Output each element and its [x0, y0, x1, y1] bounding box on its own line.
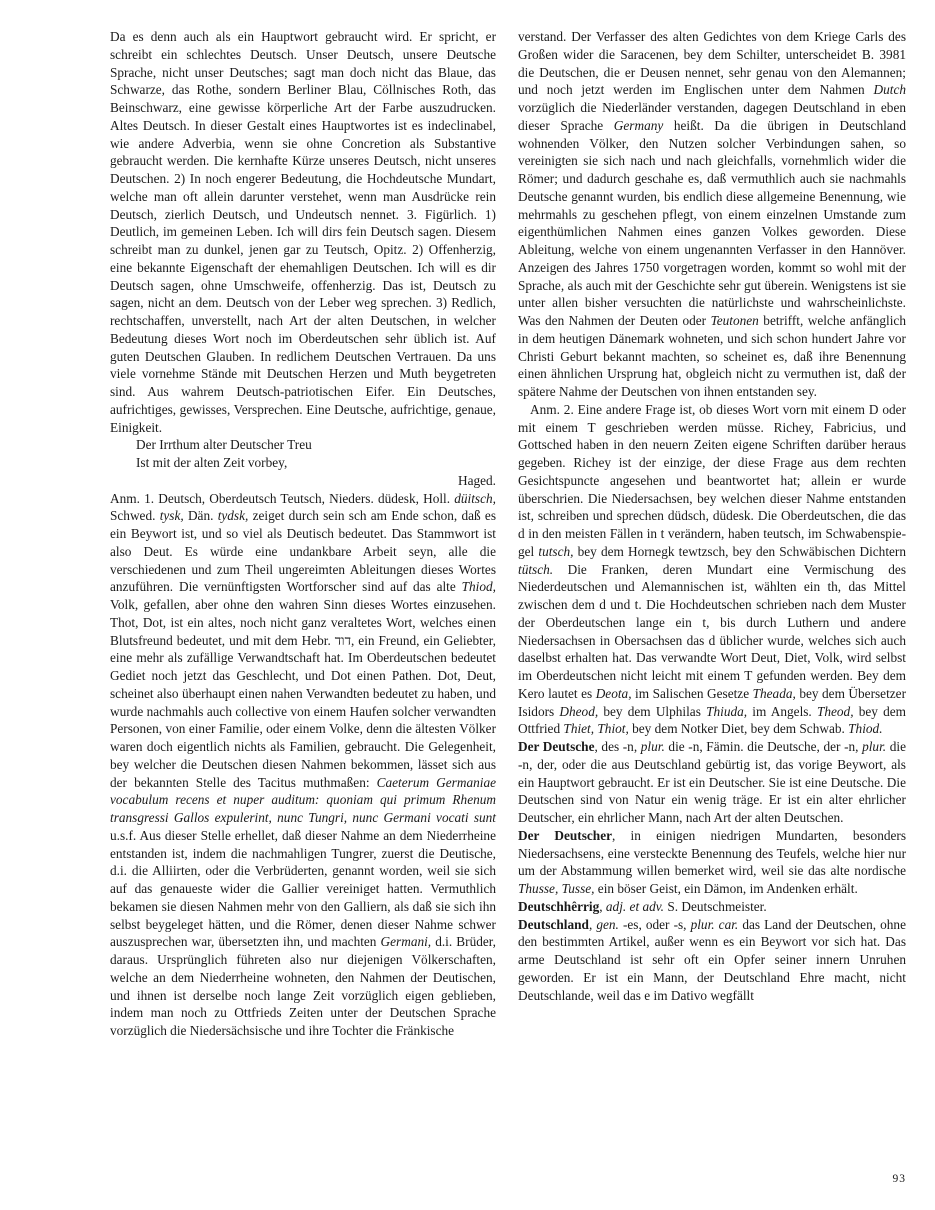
text-run: bey dem Ottfried — [518, 703, 906, 737]
italic-text: gen. — [596, 916, 619, 932]
paragraph-anm-2 — [518, 401, 906, 738]
entry-deutschherrig — [518, 898, 906, 916]
italic-text: tütsch. — [518, 561, 554, 577]
text-run: die -n, Fämin. die Deutsche, der -n, — [664, 739, 863, 754]
text-run: das Land der Deutschen, ohne den bestimmten Artikel, außer wenn es ein Beywort vor sich hat. Das arme Deutschland ist sehr oft ein Opfer seiner innern Unruhen geworden. Er ist ein Mann, der Deutschland Ehre macht, nicht Deutschlande, weil das e im Dativo wegfällt — [518, 916, 906, 1003]
text-run: bey dem Ulphilas — [598, 703, 707, 719]
italic-text: plur. — [862, 739, 887, 754]
italic-text: Germani, — [380, 934, 432, 950]
text-run: d.i. Brüder, daraus. Ursprünglich führeten also nur diejenigen Völkerschaften, welche an dem Niederrheine wohneten, den Nahmen der Deutischen, und ihnen ist derselbe noch lange Zeit vorzüglich eigen geblieben, indem man noch zu Ottfrieds Zeiten unter der Deutschen Sprache vorzüglich die Niedersächsische und ihre Tochter die Fränkische — [110, 934, 496, 1038]
headword: Deutschland — [518, 916, 589, 932]
italic-text: plur. — [640, 739, 665, 754]
text-run: Anm. 2. Eine andere Frage ist, ob dieses Wort vorn mit einem D oder mit einem T geschrieben werden müsse. Richey, Fabricius, und Gottsched haben in den neuern Zeiten eigene Schriften darüber heraus gegeben. Richey ist der einzige, der diese Frage aus dem rechten Gesichtspuncte angesehen und beantwortet hat; allein er wurde überschrien. Die Niedersachsen, bey welchen dieser Nahme entstanden ist, schreiben und sprechen düdsch, düdesk. Die Oberdeutschen, die das d in den meisten Fällen in t verändern, haben teutsch, im Schwabenspiegel — [518, 401, 906, 559]
italic-text: Germany — [613, 117, 664, 133]
text-run: bey dem Übersetzer Isidors — [518, 685, 907, 719]
text-run: , in einigen niedrigen Mundarten, besonders Niedersachsens, eine versteckte Benennung des Teufels, welche hier nur um der Abstammung willen bemerket wird, weil sie das alte nordische — [518, 827, 906, 879]
italic-text: Dheod, — [559, 703, 599, 719]
italic-text: Dutch — [873, 82, 906, 98]
italic-text: Thusse, Tusse, — [518, 881, 595, 896]
text-run: Dän. — [183, 508, 218, 524]
paragraph-anm-1-continued — [518, 28, 906, 401]
text-run: , — [599, 898, 606, 914]
italic-text: Thiuda, — [706, 703, 748, 719]
text-run: u.s.f. Aus dieser Stelle erhellet, daß dieser Nahme an dem Niederrheine entstanden ist, indem die nachmahligen Tungrer, zuerst die Deutische, d.i. die Alliirten, oder die Verbrüderten, genannt worden, weil sie sich auf das genaueste wider die Gallier vereiniget hatten. Vermuthlich bekamen sie diesen Nahmen mehr von den Galliern, als daß sie sich ihn selbst beygeleget hätten, und die Römer, denen dieser Nahme schwer auszusprechen war, übersetzten ihn, und machten — [110, 827, 496, 950]
italic-text: Thiod, — [461, 579, 496, 595]
text-run: Volk, gefallen, aber ohne den wahren Sinn dieses Wortes einzusehen. Thot, Dot, ist ein altes, noch nicht ganz veraltetes Wort, welches einen Blutsfreund bedeutet, und mit dem Hebr. דוד, ein Freund, ein Geliebter, eine mehr als zufällige Verwandtschaft hat. Im Oberdeutschen bedeutet Gediet noch jetzt das Geschlecht, und Dot einen Pathen. Dot, Deut, scheinet also überhaupt einen nahen Verwandten bedeutet zu haben, und wurde nachmahls auch collective von einem Haufen solcher verwandten Personen, von einer Familie, oder einem Volke, denn die ältesten Völker waren doch eigentlich nichts als Familien, gebraucht. Die Gelegenheit, bey welcher die Deutschen diesen Nahmen bekommen, lässet sich aus der bekannten Stelle des Tacitus muthmaßen: — [110, 597, 496, 790]
headword: Deutschhêrrig — [518, 898, 600, 914]
entry-der-deutscher — [518, 827, 906, 898]
verse-line-2: Ist mit der alten Zeit vorbey, — [136, 455, 288, 470]
italic-text: adj. et adv. — [605, 898, 665, 914]
text-run: im Angels. — [747, 703, 817, 719]
italic-text: tydsk, — [217, 508, 249, 524]
text-run: Schwed. — [110, 508, 160, 524]
verse-line-1: Der Irrthum alter Deutscher Treu — [136, 437, 312, 453]
text-run: heißt. Da die übrigen in Deutschland wohnenden Völker, den Nutzen solcher Verbindungen sahen, so vereinigten sie sich nach und nach gleichfalls, vornehmlich wider die Römer; und dadurch geschahe es, daß vermuthlich auch sie nachmahls Deutsche genannt wurden, bis endlich diese allgemeine Benennung, wie mehrmahls zu geschehen pflegt, von einem einzelnen Umstande zum eigenthümlichen Nahmen eines ganzen Volkes geworden. Diese Ableitung, welche von einem ungenannten Verfasser in den Hannöver. Anzeigen des Jahres 1750 vorgetragen worden, kommt so wohl mit der Sprache, als auch mit der Geschichte sehr gut überein. Wenigstens ist sie unter allen bisher versuchten die natürlichste und wahrscheinlichste. Was den Nahmen der Deuten oder — [518, 117, 906, 328]
italic-text: Teutonen — [710, 313, 759, 328]
italic-text: Theod, — [816, 703, 854, 719]
italic-text: tysk, — [159, 508, 184, 524]
italic-text: tutsch, — [538, 543, 574, 559]
text-run: Da es denn auch als ein Hauptwort gebraucht wird. Er spricht, er schreibt ein schlechtes Deutsch. Unser Deutsch, unsere Deutsche Sprache, nicht unser Deutsches; sagt man doch nicht das Blaue, das Schwarze, das Rothe, sondern Berliner Blau, Cöllnisches Roth, das Beinschwarz, eine gewisse körperliche Art der Farbe auszudrucken. Altes Deutsch. In dieser Gestalt eines Hauptwortes ist es indeclinabel, wie andere Adverbia, wenn sie ohne Concretion als Substantive gebraucht werden. Die kernhafte Kürze unseres Deutsch, nicht unseres Deutschen. 2) In noch engerer Bedeutung, die Hochdeutsche Mundart, welche man oft allein darunter verstehet, wenn man Ausdrücke rein Deutsch, zierlich Deutsch, und Undeutsch nennet. 3. Figürlich. 1) Deutlich, im gemeinen Leben. Ich will dirs fein Deutsch sagen. Diesem schreibt man zu dunkel, jenen gar zu Teutsch, Opitz. 2) Offenherzig, eine bekannte Eigenschaft der ehemahligen Deutschen. Ich will es dir Deutsch sagen, ohne Umschweife, offenherzig. Das ist, Deutsch zu sagen, nicht an dem. Deutsch von der Leber weg sprechen. 3) Redlich, rechtschaffen, unverstellt, nach Art der alten Deutschen, in welcher Bedeutung dieses Wort noch im Oberdeutschen sehr üblich ist. Auf guten Deutschen Glauben. In redlichem Deutschen Vertrauen. Da uns viele vornehme Stände mit Deutschen Herzen und Muth beygetreten sind. Aus wahrem Deutsch-patriotischen Eifer. Ein Deutsches, aufrichtiges, gewisses, Versprechen. Eine Deutsche, aufrichtige, genaue, Einigkeit. — [110, 29, 496, 435]
text-run: die -n, der, oder die aus Deutschland gebürtig ist, das vorige Beywort, als ein Hauptwort gebraucht. Er ist ein Deutscher. Sie ist eine Deutsche. Die Deutschen sind von Natur ein wenig träge. Er ist ein alter ehrlicher Deutscher, ein ehrlicher Mann, nach Art der alten Deutschen. — [518, 739, 906, 825]
italic-text: Thiod. — [848, 721, 883, 737]
italic-text: Deota, — [595, 685, 632, 701]
text-run: -es, oder -s, — [618, 916, 691, 932]
text-run: im Salischen Gesetze — [631, 685, 753, 701]
text-run: betrifft, welche anfänglich in dem heutigen Dänemark wohneten, und sich schon hundert Jahre vor Christi Geburt bekannt machten, so scheinet es, daß ihre Benennung einen ähnlichen Ursprung hat, obgleich nicht zu vermuthen ist, daß der spätere Nahme der Deutschen von ihnen entstanden sey. — [518, 313, 906, 399]
paragraph-deutsch-noun — [110, 28, 496, 436]
text-run: vorzüglich die Niederländer verstanden, dagegen Deutschland in eben dieser Sprache — [518, 100, 906, 133]
italic-text: Thiet, Thiot, — [563, 721, 629, 737]
verse-author: Haged. — [457, 472, 496, 488]
text-run: verstand. Der Verfasser des alten Gedichtes von dem Kriege Carls des Großen wider die Saracenen, bey dem Schilter, unterscheidet B. 3981 die Deutschen, die er Deusen nennet, sehr genau von den Alemannen; und noch jetzt werden im Englischen unter dem Nahmen — [518, 29, 906, 98]
page-number: 93 — [892, 1173, 906, 1185]
text-run: , — [588, 916, 597, 932]
right-column — [518, 28, 906, 1004]
text-run: Anm. 1. Deutsch, Oberdeutsch Teutsch, Nieders. düdesk, Holl. — [110, 490, 455, 506]
text-run: zeiget durch sein sch am Ende schon, daß es ein Beywort ist, und so viel als Deutisch bedeutet. Das Stammwort ist also Deut. Es würde eine undankbare Arbeit seyn, alle die verschiedenen und zum Theil ungereimten Ableitungen dieses Wortes anzuführen. Die vernünftigsten Wortforscher sind auf das alte — [110, 508, 496, 595]
headword: Der Deutscher — [518, 827, 612, 843]
left-column — [110, 28, 496, 1040]
text-run: S. Deutschmeister. — [664, 898, 767, 914]
paragraph-anm-1 — [110, 490, 496, 1040]
italic-text: düitsch, — [454, 490, 496, 506]
text-run: ein böser Geist, ein Dämon, im Andenken erhält. — [594, 881, 858, 896]
text-run: Die Franken, deren Mundart eine Vermischung des Niederdeutschen und Alemannischen ist, wählten ein th, das Mittel zwischen dem d und t. Die Hochdeutschen schrieben nach dem Muster der Oberdeutschen lange ein t, bis durch Luthern und andere Niedersachsen in Obersachsen das d üblicher wurde, welches sich auch daselbst erhalten hat. Das verwandte Wort Deut, Diet, Volk, wird selbst im Oberdeutschen nicht leicht mit einem T gefunden werden. Bey dem Kero lautet es — [518, 561, 906, 701]
headword: Der Deutsche — [518, 739, 595, 754]
italic-text: Theada, — [752, 685, 796, 701]
text-run: bey dem Hornegk tewtzsch, bey den Schwäbischen Dichtern — [573, 543, 906, 559]
text-run: , des -n, — [594, 739, 641, 754]
italic-text: plur. car. — [690, 916, 739, 932]
entry-der-deutsche — [518, 738, 906, 827]
entry-deutschland — [518, 916, 906, 1005]
italic-text: Caeterum Germaniae vocabulum recens et nuper auditum: quoniam qui primum Rhenum transgressi Gallos expulerint, nunc Tungri, nunc Germani vocati sunt — [110, 774, 496, 825]
text-run: bey dem Notker Diet, bey dem Schwab. — [628, 721, 849, 737]
